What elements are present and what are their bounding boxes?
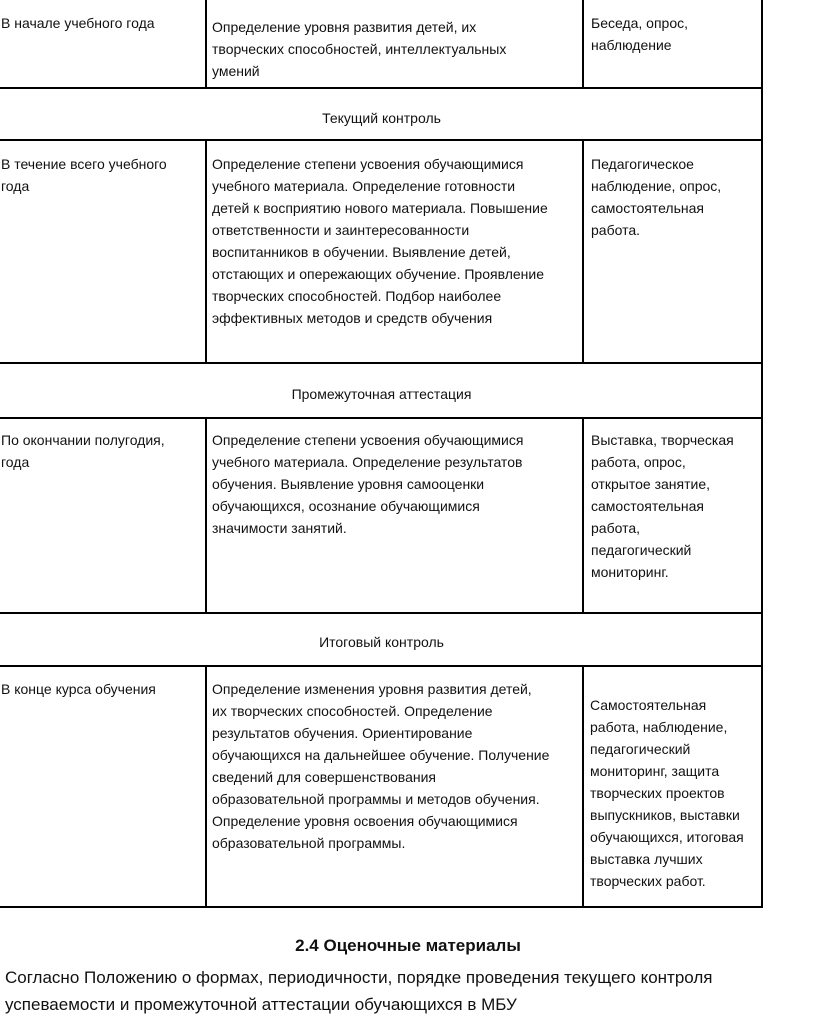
table-border: [761, 0, 763, 908]
table-border: [582, 417, 584, 614]
table-border: [0, 362, 763, 364]
cell-period: В конце курса обучения: [1, 681, 156, 697]
table-border: [582, 0, 584, 89]
cell-period: По окончании полугодия, года: [1, 432, 165, 470]
paragraph-line: успеваемости и промежуточной аттестации обучающихся в МБУ: [5, 995, 517, 1014]
table-border: [205, 139, 207, 364]
cell-forms: Самостоятельная работа, наблюдение, педагогический мониторинг, защита творческих проектов выпускников, выставки обучающихся, итоговая выставка лучших творческих работ.: [590, 697, 744, 889]
cell-purpose: Определение изменения уровня развития детей, их творческих способностей. Определение результатов обучения. Ориентирование обучающихся на дальнейшее обучение. Получение сведений для совершенствования образовательной программы и методов обучения. Определение уровня освоения обучающимися образовательной программы.: [212, 681, 550, 851]
cell-purpose: Определение уровня развития детей, их творческих способностей, интеллектуальных умений: [212, 19, 507, 79]
table-border: [205, 0, 207, 89]
body-paragraph: [5, 964, 816, 1018]
table-border: [582, 139, 584, 364]
table-border: [0, 417, 763, 419]
table-border: [0, 139, 763, 141]
cell-period: В течение всего учебного года: [1, 156, 167, 194]
table-border: [0, 612, 763, 614]
section-title-final: Итоговый контроль: [319, 634, 444, 650]
paragraph-line: Согласно Положению о формах, периодичности, порядке проведения текущего контроля: [5, 968, 713, 987]
cell-forms: Педагогическое наблюдение, опрос, самостоятельная работа.: [591, 156, 722, 238]
cell-purpose: Определение степени усвоения обучающимися учебного материала. Определение результатов обучения. Выявление уровня самооценки обучающихся, осознание обучающимися значимости занятий.: [212, 432, 524, 536]
table-border: [205, 665, 207, 908]
section-title-current: Текущий контроль: [322, 110, 441, 126]
table-border: [205, 417, 207, 614]
cell-forms: Беседа, опрос, наблюдение: [591, 15, 689, 53]
cell-period: В начале учебного года: [1, 15, 155, 31]
cell-purpose: Определение степени усвоения обучающимися учебного материала. Определение готовности детей к восприятию нового материала. Повышение ответственности и заинтересованности воспитанников в обучении. Выявление детей, отстающих и опережающих обучение. Проявление творческих способностей. Подбор наиболее эффективных методов и средств обучения: [212, 156, 548, 326]
table-border: [582, 665, 584, 908]
cell-forms: Выставка, творческая работа, опрос, открытое занятие, самостоятельная работа, педагогический мониторинг.: [591, 432, 734, 580]
section-title-intermediate: Промежуточная аттестация: [291, 386, 472, 402]
section-heading: 2.4 Оценочные материалы: [295, 936, 521, 955]
table-border: [0, 906, 763, 908]
table-border: [0, 665, 763, 667]
table-border: [0, 87, 763, 89]
